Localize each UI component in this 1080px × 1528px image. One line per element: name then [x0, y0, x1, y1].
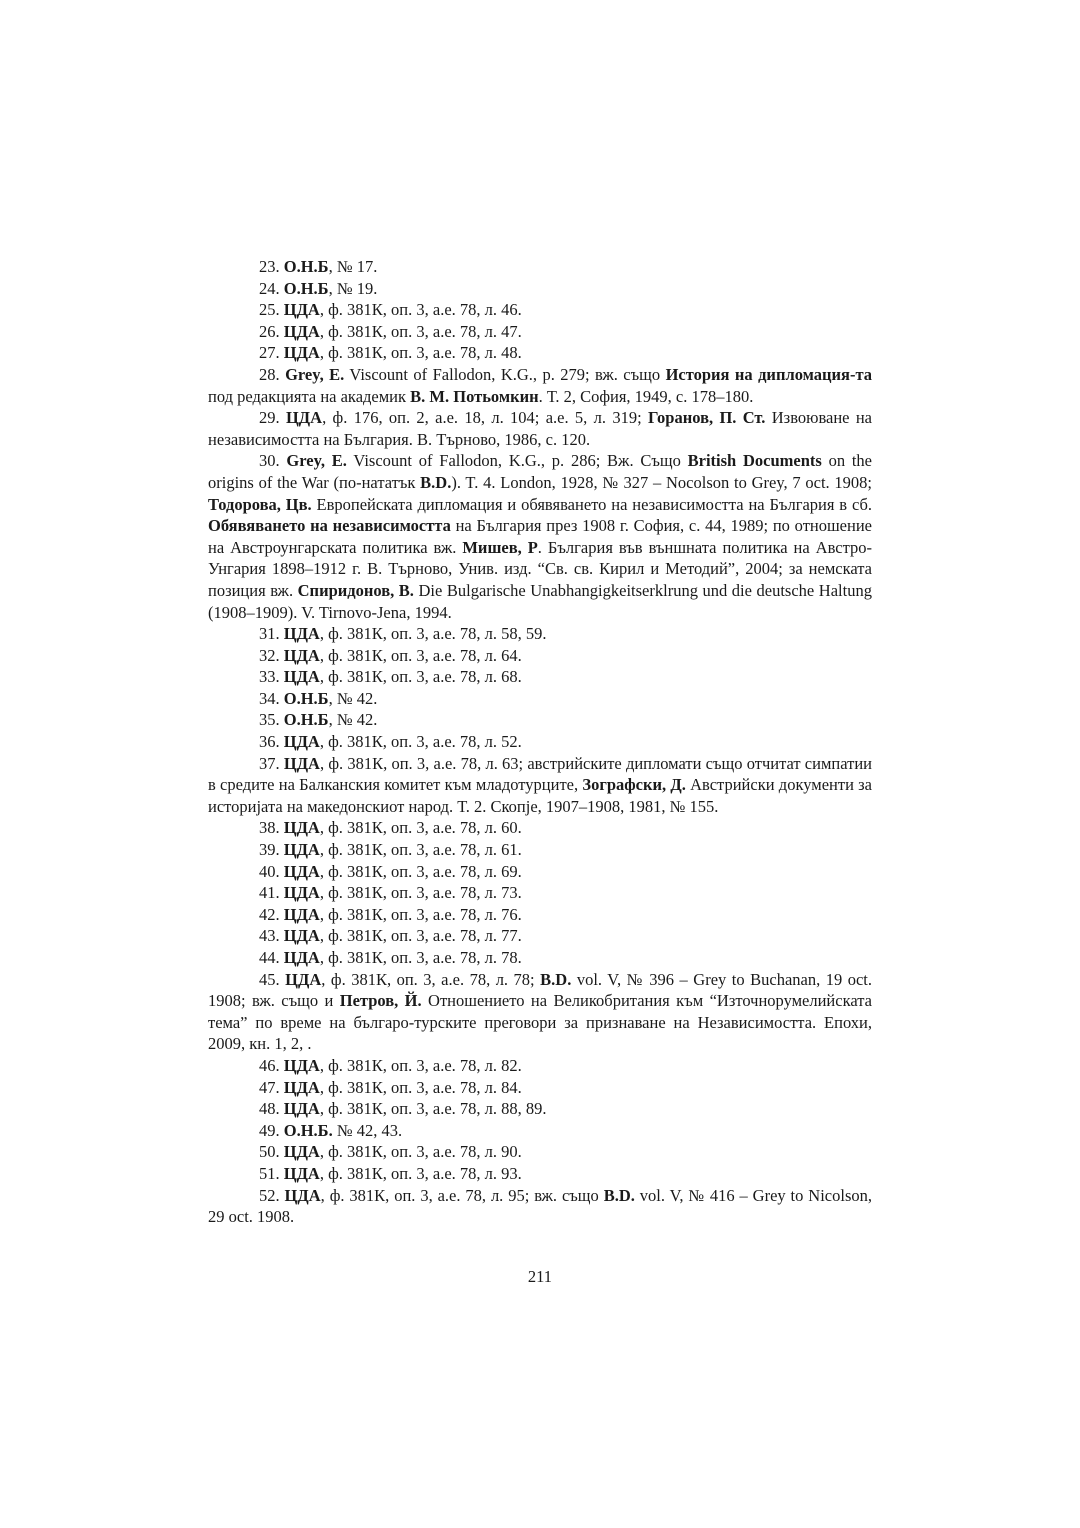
footnote-bold-reference: Мишев, Р: [462, 537, 538, 557]
footnote-number: 52.: [259, 1185, 280, 1205]
footnote-text: Viscount of Fallodon, K.G., p. 279; вж. също: [344, 364, 666, 384]
footnote-bold-reference: ЦДА: [283, 732, 320, 752]
footnote: [208, 1120, 872, 1142]
footnote-text: vol. V, № 416 – Grey to Nicolson, 29 oct. 1908.: [208, 1185, 873, 1227]
footnote-bold-reference: Тодорова, Цв.: [208, 494, 312, 514]
footnote: [208, 1055, 872, 1077]
footnote-bold-reference: ЦДА: [283, 1163, 320, 1183]
footnote-text: , ф. 381К, оп. 3, а.е. 78, л. 76.: [319, 904, 522, 924]
footnote-bold-reference: ЦДА: [285, 969, 322, 989]
footnote-text: vol. V, № 396 – Grey to Buchanan, 19 oct. 1908; вж. също и: [208, 969, 873, 1011]
footnote-bold-reference: ЦДА: [283, 904, 320, 924]
footnote-bold-reference: B.D.: [540, 969, 572, 989]
footnote-text: , № 17.: [328, 257, 378, 276]
footnote-number: 40.: [259, 861, 280, 881]
footnote-number: 24.: [259, 278, 280, 298]
footnote: [208, 407, 872, 450]
footnote: [208, 817, 872, 839]
footnote-text: , ф. 381К, оп. 3, а.е. 78, л. 48.: [319, 343, 522, 363]
footnote-number: 37.: [259, 753, 280, 773]
footnote-text: Извоюване на независимостта на България. В. Търново, 1986, с. 120.: [208, 408, 872, 449]
footnote-text: , ф. 381К, оп. 3, а.е. 78, л. 73.: [319, 883, 522, 903]
footnote-bold-reference: ЦДА: [283, 948, 320, 967]
footnote-bold-reference: О.Н.Б: [283, 257, 329, 276]
footnote-number: 29.: [259, 408, 280, 428]
footnote-number: 48.: [259, 1099, 280, 1119]
footnote: [208, 925, 872, 947]
footnote-bold-reference: British Documents: [687, 451, 822, 471]
footnote: [208, 947, 872, 969]
footnote: [208, 666, 872, 688]
footnote: [208, 299, 872, 321]
footnote-text: , ф. 381К, оп. 3, а.е. 78, л. 88, 89.: [319, 1099, 547, 1119]
footnote: [208, 256, 872, 278]
footnote-text: под редакцията на академик: [208, 386, 411, 406]
footnote-text: Отношението на Великобритания към “Източнорумелийската тема” по време на българо-турските преговори за признаване на Независимостта. Епохи, 2009, кн. 1, 2, .: [208, 991, 872, 1054]
footnote: [208, 450, 872, 623]
footnote-bold-reference: Горанов, П. Ст.: [648, 408, 766, 428]
footnote-number: 28.: [259, 364, 280, 384]
footnote: [208, 731, 872, 753]
footnote-bold-reference: Спиридонов, В.: [297, 580, 414, 600]
footnote-bold-reference: ЦДА: [283, 1055, 320, 1075]
footnote-number: 31.: [259, 624, 280, 644]
footnote-number: 50.: [259, 1142, 280, 1162]
footnote-bold-reference: B.D.: [603, 1185, 635, 1205]
footnote: [208, 882, 872, 904]
footnote-text: , ф. 381К, оп. 3, а.е. 78, л. 93.: [319, 1163, 522, 1183]
footnote-bold-reference: Зографски, Д.: [582, 775, 686, 795]
footnote-text: , ф. 381К, оп. 3, а.е. 78, л. 82.: [319, 1055, 522, 1075]
footnote-text: , ф. 381К, оп. 3, а.е. 78, л. 63; австрийските дипломати също отчитат симпатии в средите на Балканския комитет към младотурците,: [208, 753, 873, 795]
footnote-bold-reference: ЦДА: [283, 1077, 320, 1097]
footnote-number: 35.: [259, 710, 280, 730]
footnote: [208, 364, 872, 407]
footnote-number: 38.: [259, 818, 280, 838]
footnote-text: , № 42.: [328, 688, 378, 708]
footnote-text: ). T. 4. London, 1928, № 327 – Nocolson to Grey, 7 oct. 1908;: [451, 472, 873, 492]
footnote: [208, 1141, 872, 1163]
footnote-bold-reference: ЦДА: [283, 667, 320, 687]
footnote-bold-reference: ЦДА: [283, 883, 320, 903]
footnote: [208, 321, 872, 343]
footnote: [208, 623, 872, 645]
footnote-text: , ф. 381К, оп. 3, а.е. 78, л. 46.: [319, 300, 522, 320]
footnote-bold-reference: ЦДА: [284, 1185, 321, 1205]
footnote-text: , ф. 381К, оп. 3, а.е. 78, л. 77.: [319, 926, 522, 946]
footnote-number: 44.: [259, 948, 280, 967]
footnote-bold-reference: О.Н.Б: [283, 688, 329, 708]
footnote-text: , № 42.: [328, 710, 378, 730]
footnote-bold-reference: ЦДА: [283, 753, 320, 773]
footnote-bold-reference: Grey, E.: [285, 364, 345, 384]
footnote-number: 30.: [259, 451, 280, 471]
footnote-bold-reference: B.D.: [420, 472, 452, 492]
footnote-text: , ф. 381К, оп. 3, а.е. 78, л. 47.: [319, 321, 522, 341]
footnote-bold-reference: ЦДА: [283, 861, 320, 881]
footnote-number: 27.: [259, 343, 280, 363]
footnote-bold-reference: ЦДА: [283, 624, 320, 644]
footnote: [208, 904, 872, 926]
footnote-number: 36.: [259, 732, 280, 752]
footnote-number: 33.: [259, 667, 280, 687]
footnote-text: Австрийски документи за историјата на македонскиот народ. Т. 2. Скопје, 1907–1908, 1981, № 155.: [208, 775, 872, 816]
footnote-bold-reference: О.Н.Б.: [283, 1120, 333, 1140]
footnote-bold-reference: О.Н.Б: [283, 278, 329, 298]
footnote-text: , № 19.: [328, 278, 378, 298]
footnote-text: Die Bulgarische Unabhangigkeitserklrung und die deutsche Haltung (1908–1909). V. Tirnovo-Jena, 1994.: [208, 580, 872, 622]
footnotes-list: [208, 256, 872, 1228]
footnote: [208, 645, 872, 667]
footnote-text: , ф. 381К, оп. 3, а.е. 78, л. 90.: [319, 1142, 522, 1162]
footnote-number: 34.: [259, 688, 280, 708]
footnote-bold-reference: ЦДА: [283, 300, 320, 320]
footnote-number: 25.: [259, 300, 280, 320]
footnote-bold-reference: В. М. Потьомкин: [410, 386, 539, 406]
footnote-number: 45.: [259, 969, 280, 989]
footnote-bold-reference: ЦДА: [283, 818, 320, 838]
footnote: [208, 969, 872, 1055]
footnote: [208, 839, 872, 861]
footnote-number: 49.: [259, 1120, 280, 1140]
footnote-number: 39.: [259, 840, 280, 860]
footnote: [208, 709, 872, 731]
footnote-number: 42.: [259, 904, 280, 924]
footnote: [208, 1185, 872, 1228]
footnote-bold-reference: ЦДА: [283, 1099, 320, 1119]
footnote: [208, 342, 872, 364]
footnote-text: , ф. 176, оп. 2, а.е. 18, л. 104; а.е. 5, л. 319;: [322, 408, 648, 428]
footnote-text: , ф. 381К, оп. 3, а.е. 78, л. 61.: [319, 840, 522, 860]
footnote-bold-reference: ЦДА: [283, 840, 320, 860]
footnote-number: 32.: [259, 645, 280, 665]
footnote: [208, 1098, 872, 1120]
footnote-text: , ф. 381К, оп. 3, а.е. 78, л. 58, 59.: [319, 624, 547, 644]
footnote-text: , ф. 381К, оп. 3, а.е. 78, л. 52.: [319, 732, 522, 752]
footnote-bold-reference: ЦДА: [283, 1142, 320, 1162]
footnote: [208, 753, 872, 818]
footnote-number: 47.: [259, 1077, 280, 1097]
footnote-bold-reference: ЦДА: [283, 321, 320, 341]
footnote-text: . Т. 2, София, 1949, с. 178–180.: [538, 386, 754, 406]
footnote: [208, 1163, 872, 1185]
footnote-text: , ф. 381К, оп. 3, а.е. 78, л. 60.: [319, 818, 522, 838]
footnote-text: № 42, 43.: [332, 1120, 403, 1140]
footnote-text: , ф. 381К, оп. 3, а.е. 78, л. 64.: [319, 645, 522, 665]
footnote-number: 41.: [259, 883, 280, 903]
footnote-text: , ф. 381К, оп. 3, а.е. 78, л. 68.: [319, 667, 522, 687]
footnote-bold-reference: ЦДА: [285, 408, 323, 428]
footnote-bold-reference: Петров, Й.: [339, 991, 422, 1011]
footnote-bold-reference: ЦДА: [283, 926, 320, 946]
footnote-bold-reference: ЦДА: [283, 343, 320, 363]
footnote-text: , ф. 381К, оп. 3, а.е. 78, л. 95; вж. също: [320, 1185, 604, 1205]
footnote-number: 46.: [259, 1055, 280, 1075]
footnote-number: 51.: [259, 1163, 280, 1183]
footnote-text: , ф. 381К, оп. 3, а.е. 78, л. 78;: [321, 969, 541, 989]
footnote-text: . България във външната политика на Австро-Унгария 1898–1912 г. В. Търново, Унив. изд. “Св. св. Кирил и Методий”, 2004; за немската позиция вж.: [208, 537, 872, 600]
footnote-bold-reference: ЦДА: [283, 645, 320, 665]
footnote: [208, 861, 872, 883]
footnote-text: , ф. 381К, оп. 3, а.е. 78, л. 84.: [319, 1077, 522, 1097]
footnote-number: 26.: [259, 321, 280, 341]
footnote-bold-reference: История на дипломация-та: [665, 364, 873, 384]
footnote-number: 43.: [259, 926, 280, 946]
footnote-text: on the origins of the War (по-нататък: [208, 451, 872, 492]
footnote-text: Европейската дипломация и обявяването на независимостта на България в сб.: [311, 494, 872, 514]
footnote-text: , ф. 381К, оп. 3, а.е. 78, л. 78.: [319, 948, 522, 967]
footnote: [208, 1077, 872, 1099]
page-number: 211: [527, 1267, 553, 1286]
footnote-bold-reference: Grey, E.: [286, 451, 347, 471]
footnote-text: Viscount of Fallodon, K.G., p. 286; Вж. Също: [346, 451, 688, 471]
footnote: [208, 688, 872, 710]
footnote: [208, 278, 872, 300]
footnote-bold-reference: Обявяването на независимостта: [208, 516, 451, 536]
footnote-text: на България през 1908 г. София, с. 44, 1989; по отношение на Австроунгарската политика вж.: [208, 516, 872, 557]
footnote-text: , ф. 381К, оп. 3, а.е. 78, л. 69.: [319, 861, 522, 881]
footnote-bold-reference: О.Н.Б: [283, 710, 329, 730]
footnote-number: 23.: [259, 257, 280, 276]
